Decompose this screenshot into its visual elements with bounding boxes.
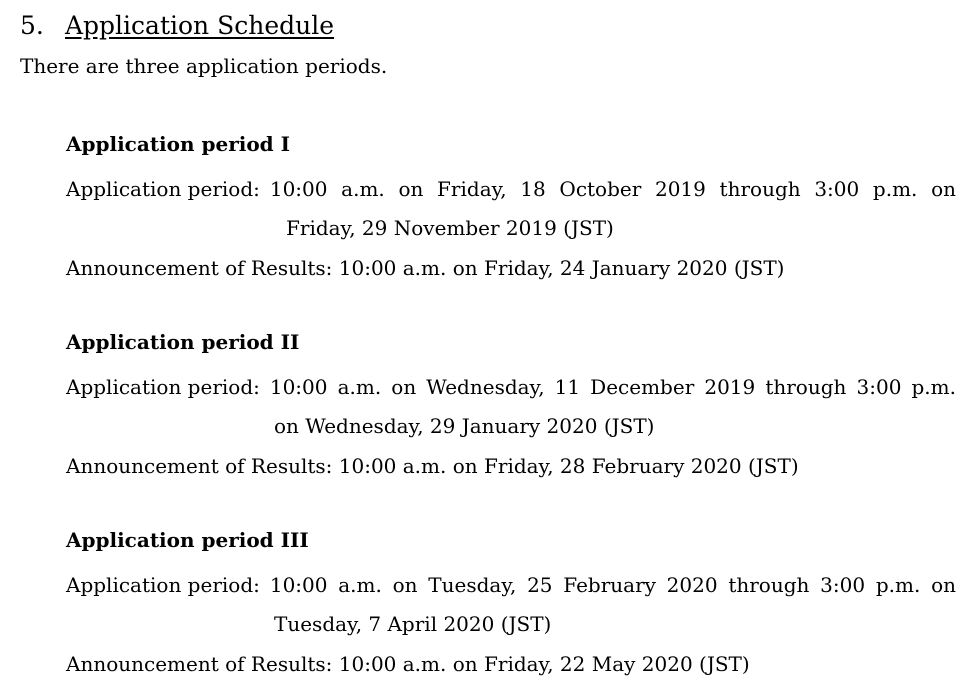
period-dates-row-1 xyxy=(66,170,956,209)
results-label-2: Announcement of Results: xyxy=(66,454,333,478)
results-row-1 xyxy=(66,248,956,288)
results-row-2 xyxy=(66,446,956,486)
section-number: 5. xyxy=(20,11,44,40)
results-label-1: Announcement of Results: xyxy=(66,256,333,280)
period-label-3: Application period: xyxy=(66,573,260,597)
section-title: Application Schedule xyxy=(65,11,335,40)
period-dates-line2-3: Tuesday, 7 April 2020 (JST) xyxy=(274,612,552,636)
results-value-1: 10:00 a.m. on Friday, 24 January 2020 (JST) xyxy=(338,256,785,280)
period-title-1: Application period I xyxy=(66,132,290,156)
period-dates-line2-2: on Wednesday, 29 January 2020 (JST) xyxy=(274,414,655,438)
period-dates-row-3 xyxy=(66,566,956,605)
period-label-2: Application period: xyxy=(66,375,260,399)
period-label-1: Application period: xyxy=(66,177,260,201)
period-dates-line2-1: Friday, 29 November 2019 (JST) xyxy=(286,216,614,240)
period-block-1 xyxy=(66,130,956,288)
results-label-3: Announcement of Results: xyxy=(66,652,333,676)
results-row-3 xyxy=(66,644,956,684)
period-dates-line1-2: 10:00 a.m. on Wednesday, 11 December 2019 through 3:00 p.m. xyxy=(269,375,956,399)
period-title-2: Application period II xyxy=(66,330,300,354)
period-dates-line1-3: 10:00 a.m. on Tuesday, 25 February 2020 through 3:00 p.m. on xyxy=(269,573,956,597)
period-block-2 xyxy=(66,328,956,486)
period-block-3 xyxy=(66,526,956,684)
section-heading xyxy=(20,10,334,42)
section-intro: There are three application periods. xyxy=(20,54,388,78)
results-value-2: 10:00 a.m. on Friday, 28 February 2020 (JST) xyxy=(338,454,799,478)
period-dates-line1-1: 10:00 a.m. on Friday, 18 October 2019 through 3:00 p.m. on xyxy=(269,177,956,201)
period-title-3: Application period III xyxy=(66,528,309,552)
period-dates-row-2 xyxy=(66,368,956,407)
results-value-3: 10:00 a.m. on Friday, 22 May 2020 (JST) xyxy=(338,652,750,676)
